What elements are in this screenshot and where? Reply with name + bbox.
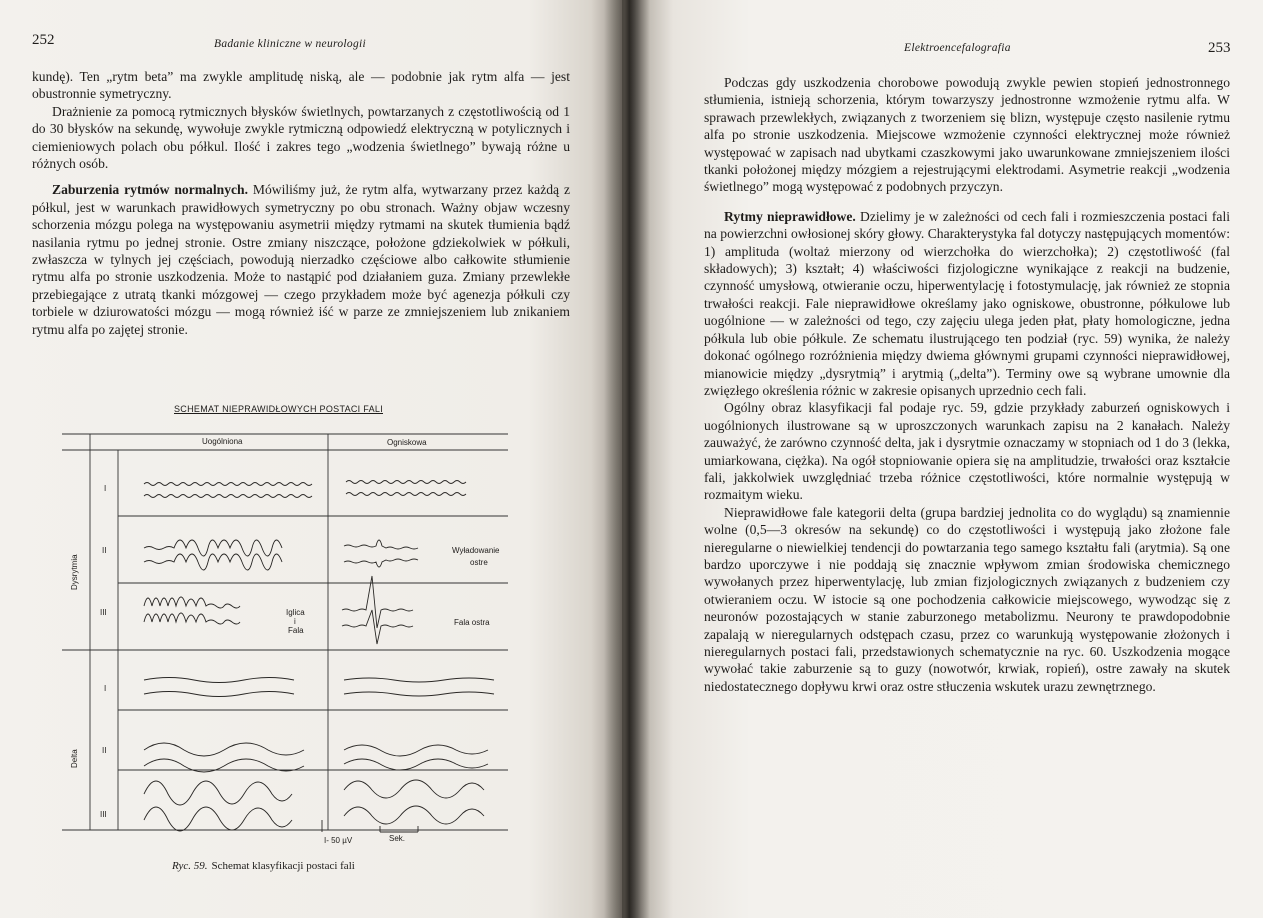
wave-dys-i-gen-2 bbox=[144, 495, 312, 498]
right-page bbox=[622, 0, 1263, 918]
figure-grid bbox=[62, 428, 520, 852]
wave-delta-iii-gen-1 bbox=[144, 781, 292, 805]
column-generalized-label: Uogólniona bbox=[202, 437, 243, 446]
left-body-text bbox=[32, 68, 570, 338]
wave-dys-iii-gen-1 bbox=[144, 597, 240, 608]
grade-label: II bbox=[102, 746, 107, 755]
section-text: Dzielimy je w zależności od cech fali i rozmieszczenia postaci fali na powierzchni owłosionej skóry głowy. Charakterystyka fal dotyczy następujących momentów: 1) amplituda (woltaż mierzony od wierzchołka do wierzchołka); 2) częstotliwość (fal składowych); 3) kształt; 4) właściwości fizjologiczne wynikające z reakcji na budzenie, czynność umysłową, otwieranie oczu, hiperwentylację i fotostymulację, jak również ze stopnia trwałości reakcji. Fale nieprawidłowe określamy jako ogniskowe, obustronne, półkulowe lub uogólnione — w zależności od tego, czy zajęciu ulega jeden płat, płaty homologiczne, jedna półkula lub obie półkule. Ze schematu ilustrującego ten podział (ryc. 59) wynika, że należy dokonać ogólnego rozróżnienia między dwiema głównymi grupami czynności nieprawidłowej, mianowicie między „dysrytmią” i arytmią („delta”). Terminy owe są wybrane umownie dla zwięzłego określenia różnic w zakresie opisanych uprzednio cech fali. bbox=[704, 208, 1230, 398]
paragraph: Drażnienie za pomocą rytmicznych błysków świetlnych, powtarzanych z częstotliwością od 1 do 30 błysków na sekundę, wywołuje zwykle rytmiczną odpowiedź elektryczną w potylicznych i ciemieniowych polach obu półkul. Ilość i zakres tego „wodzenia świetlnego” bywają różne u różnych osób. bbox=[32, 103, 570, 172]
wave-dys-iii-gen-2 bbox=[144, 613, 240, 624]
column-focal-label: Ogniskowa bbox=[387, 438, 427, 447]
page-number-left: 252 bbox=[32, 32, 55, 48]
figure-title: SCHEMAT NIEPRAWIDŁOWYCH POSTACI FALI bbox=[174, 404, 383, 414]
grade-label: III bbox=[100, 608, 107, 617]
grade-label: I bbox=[104, 484, 107, 493]
paragraph: Ogólny obraz klasyfikacji fal podaje ryc. 59, gdzie przykłady zaburzeń ogniskowych i uogólnionych ilustrowane są w uproszczonych warunkach zapisu na 2 kanałach. Należy zauważyć, że zarówno czynność delta, jak i dysrytmie oznaczamy w stopniach od 1 do 3 (lekka, umiarkowana, ciężka). Na ogół stopniowanie opiera się na amplitudzie, trwałości oraz kształcie fali, jakkolwiek uwzględniać trzeba różnice częstotliwości, które normalnie występują w rozmaitym wieku. bbox=[704, 400, 1230, 503]
wave-delta-ii-foc-1 bbox=[344, 745, 488, 756]
wave-delta-ii-gen-1 bbox=[144, 743, 304, 756]
section-paragraph bbox=[704, 208, 1230, 399]
spike-discharge-label: Wyładowanie bbox=[452, 546, 500, 555]
wave-dys-i-foc-1 bbox=[346, 481, 466, 484]
wave-delta-ii-foc-2 bbox=[344, 759, 488, 770]
section-heading: Zaburzenia rytmów normalnych. bbox=[52, 182, 248, 198]
left-page bbox=[0, 0, 622, 918]
waveform-figure bbox=[62, 428, 520, 852]
sharp-wave-label: Fala ostra bbox=[454, 618, 490, 627]
wave-delta-iii-gen-2 bbox=[144, 807, 292, 831]
grade-label: III bbox=[100, 810, 107, 819]
right-body-text bbox=[704, 74, 1230, 695]
wave-delta-iii-foc-2 bbox=[344, 806, 484, 824]
wave-delta-i-foc-2 bbox=[344, 692, 494, 696]
paragraph: Podczas gdy uszkodzenia chorobowe powodują zwykle pewien stopień jednostronnego stłumienia, istnieją schorzenia, którym towarzyszy jednostronne wzmożenie rytmu alfa. W sprawach przewlekłych, związanych z tworzeniem się blizn, występuje często nasilenie rytmu alfa po stronie uszkodzenia. Miejscowe wzmożenie czynności elektrycznej może również występować w zapisach nad ubytkami czaszkowymi jako uwarunkowane zmniejszeniem ilości tkanki położonej między mózgiem a rejestrującymi elektrodami. Asymetrie reakcji „wodzenia świetlnego” mogą występować z podobnych przyczyn. bbox=[704, 75, 1230, 195]
spike-wave-label-2: i bbox=[294, 617, 296, 626]
grade-label: I bbox=[104, 684, 107, 693]
wave-dys-ii-foc-1 bbox=[344, 540, 418, 549]
wave-delta-i-foc-1 bbox=[344, 678, 494, 682]
time-scale-label: Sek. bbox=[389, 834, 406, 843]
wave-delta-i-gen-1 bbox=[144, 678, 294, 683]
figure-caption bbox=[172, 860, 355, 872]
page-number-right: 253 bbox=[1208, 40, 1231, 56]
paragraph: Nieprawidłowe fale kategorii delta (grupa bardziej jednolita co do wyglądu) są znamiennie wolne (0,5—3 okresów na sekundę) co do częstotliwości i występują jako złożone fale nieregularne o niewielkiej tendencji do powtarzania tego samego kształtu fali (arytmia). Są one bardzo uporczywe i nie poddają się znacznie wpływom zmian środowiska chemicznego wywołanych przez hiperwentylację, lub zmian fizjologicznych związanych z budzeniem czy otwieraniem oczu. W istocie są one pochodzenia całkowicie miejscowego, wywodząc się z neuronów pozostających w stanie zaburzonego metabolizmu. Neurony te prawdopodobnie zapalają w nieregularnych odstępach czasu, przez co warunkują występowanie złożonych i nieregularnych postaci fali, przedstawionych schematycznie na ryc. 60. Uszkodzenia mogące wywołać takie zaburzenie są to guzy (nowotwór, krwiak, ropień), ostre zawały na skutek niedostatecznego dopływu krwi oraz ostre stłuczenia wskutek urazu zewnętrznego. bbox=[704, 504, 1230, 694]
running-head-left: Badanie kliniczne w neurologii bbox=[214, 38, 366, 50]
spike-wave-label-3: Fala bbox=[288, 626, 304, 635]
wave-dys-ii-foc-2 bbox=[344, 559, 418, 567]
caption-label: Ryc. 59. bbox=[172, 860, 208, 872]
wave-dys-i-gen-1 bbox=[144, 483, 312, 486]
section-text: Mówiliśmy już, że rytm alfa, wytwarzany przez każdą z półkul, jest w warunkach prawidłowych symetryczny po obu stronach. Ważny objaw wczesny schorzenia mózgu polega na występowaniu asymetrii między rytmami na skutek tłumienia bądź nasilania rytmu po jednej stronie. Ostre zmiany niszczące, położone gdziekolwiek w półkuli, zwłaszcza w tylnych jej częściach, powodują nierzadko częściowe albo całkowite stłumienie rytmu alfa po stronie uszkodzenia. Może to nastąpić pod działaniem guza. Zmiany przewlekłe przebiegające z utratą tkanki mózgowej — czego przykładem może być agenezja półkuli czy torbiele w dziurowatości mózgu — mogą również iść w parze ze zmniejszeniem lub znikaniem rytmu alfa po zajętej stronie. bbox=[32, 182, 570, 337]
wave-delta-iii-foc-1 bbox=[344, 780, 484, 798]
spike-wave-label-1: Iglica bbox=[286, 608, 305, 617]
spike-discharge-label-2: ostre bbox=[470, 558, 488, 567]
amplitude-scale-label: I- 50 µV bbox=[324, 836, 353, 845]
running-head-right: Elektroencefalografia bbox=[904, 42, 1011, 54]
wave-dys-i-foc-2 bbox=[346, 493, 466, 496]
group-dysrhythmia-label: Dysrytmia bbox=[70, 554, 79, 590]
section-paragraph bbox=[32, 181, 570, 338]
wave-delta-i-gen-2 bbox=[144, 692, 294, 697]
group-delta-label: Delta bbox=[70, 749, 79, 768]
wave-dys-iii-foc-1 bbox=[342, 576, 413, 628]
section-heading: Rytmy nieprawidłowe. bbox=[724, 208, 856, 224]
grade-label: II bbox=[102, 546, 107, 555]
caption-text: Schemat klasyfikacji postaci fali bbox=[211, 860, 355, 872]
wave-dys-ii-gen-1 bbox=[144, 540, 282, 556]
paragraph: kundę). Ten „rytm beta” ma zwykle amplitudę niską, ale — podobnie jak rytm alfa — jest obustronnie symetryczny. bbox=[32, 69, 570, 102]
wave-dys-ii-gen-2 bbox=[144, 554, 282, 570]
